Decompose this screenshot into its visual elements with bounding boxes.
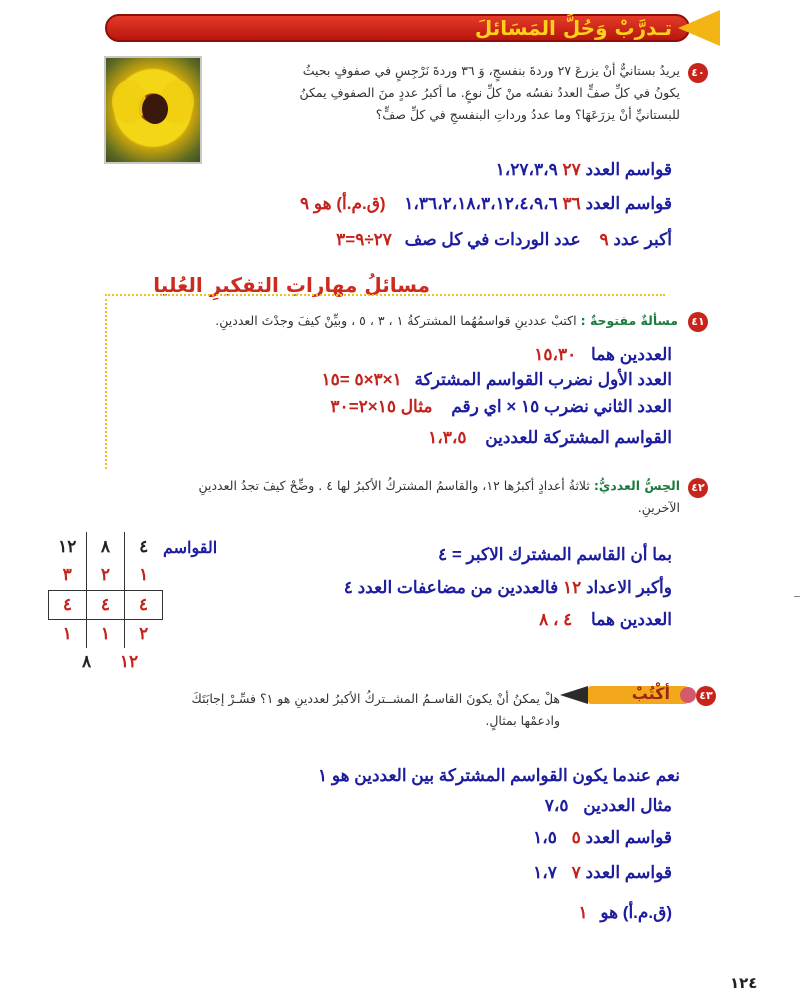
question-42-body-continued: الآخرينِ. — [637, 500, 680, 515]
answer-label: قواسم العدد — [585, 160, 672, 179]
answer-values: ١،٥ — [533, 828, 557, 847]
table-row — [49, 561, 163, 590]
table-footer — [58, 652, 138, 672]
answer-label: مثال العددين — [583, 796, 672, 815]
write-pencil-badge — [560, 684, 688, 706]
answer-41-line-3 — [330, 397, 672, 417]
answer-number: ٧ — [571, 863, 581, 882]
answer-value: ١ — [578, 903, 588, 922]
answer-values: ١،٣،٥ — [428, 428, 467, 447]
table-footer-value: ١٢ — [119, 652, 139, 671]
answer-expression: ١×٣×٥ =١٥ — [321, 370, 402, 389]
answer-label: وأكبر الاعداد — [585, 578, 672, 597]
answer-values: ١٥،٣٠ — [534, 345, 577, 364]
section-ribbon — [105, 10, 720, 46]
question-42-text — [120, 475, 680, 519]
table-cell: ٢ — [139, 623, 149, 643]
ribbon-arrow-icon — [678, 10, 720, 46]
question-41-body: اكتبْ عددينِ قواسمُهُما المشتركةُ ١ ، ٣ ، ٥ ، وبيِّنْ كيفَ وجدْتَ العددينِ. — [215, 313, 577, 328]
answer-42-line-1 — [438, 545, 672, 565]
write-badge-label: أكْتُبْ — [631, 684, 670, 703]
table-cell: ١ — [139, 565, 149, 585]
question-number-43: ٤٣ — [696, 686, 716, 706]
answer-values: ١،٢٧،٣،٩ — [495, 160, 558, 179]
answer-number: ٥ — [571, 828, 581, 847]
answer-41-line-4 — [428, 428, 672, 448]
table-footer-value: ٨ — [82, 652, 92, 671]
table-row — [49, 619, 163, 648]
answer-middle: عدد الوردات في كل صف — [404, 230, 581, 249]
answer-number: ٣٦ — [562, 194, 581, 213]
answer-43-line-1: نعم عندما يكون القواسم المشتركة بين العددين هو ١ — [317, 766, 680, 785]
answer-values: ١،٧ — [533, 863, 557, 882]
question-number-41: ٤١ — [688, 312, 708, 332]
answer-label: العددين هما — [591, 345, 672, 364]
pansy-flower-image — [104, 56, 202, 164]
answer-label: القواسم المشتركة للعددين — [485, 428, 672, 447]
answer-42-line-3 — [539, 610, 672, 630]
pencil-eraser-icon — [680, 687, 696, 703]
question-40-line: يكونُ في كلِّ صفٍّ العددُ نفسُه منْ كلِّ نوعٍ. ما أكبرُ عددٍ منَ الصفوفِ يمكنُ — [299, 85, 680, 100]
answer-values: ١،٣٦،٢،١٨،٣،١٢،٤،٩،٦ — [404, 194, 558, 213]
answer-values: ٤ ، ٨ — [539, 610, 573, 629]
division-table — [48, 532, 163, 648]
table-cell: ١٢ — [49, 532, 87, 561]
answer-values: ٧،٥ — [544, 796, 569, 815]
question-43-text — [140, 688, 560, 732]
answer-43-line-2 — [545, 796, 672, 816]
table-cell: ١ — [87, 619, 125, 648]
question-41-text — [118, 310, 678, 332]
table-cell: ١ — [49, 619, 87, 648]
question-number-42: ٤٢ — [688, 478, 708, 498]
table-cell: ٤ — [139, 536, 149, 556]
answer-label: العدد الثاني نضرب ١٥ × اي رقم — [451, 397, 672, 416]
table-cell: ٢ — [87, 561, 125, 590]
section-title-higher-order: مسائلُ مهاراتِ التفكيرِ العُليا — [153, 273, 430, 297]
question-43-line: وادعمْها بمثالٍ. — [485, 713, 560, 728]
question-42-body: ثلاثةُ أعدادٍ أكبرُها ١٢، والقاسمُ المشتركُ الأكبرُ لها ٤ . وضِّحْ كيفَ تجدُ العددينِ — [198, 478, 590, 493]
divisors-header-label: القواسم — [163, 540, 218, 557]
answer-43-line-3 — [533, 828, 672, 848]
question-42-label: الحِسُّ العدديُّ: — [593, 478, 680, 493]
answer-40-line-1 — [496, 160, 672, 180]
answer-expression: ٢٧÷٩=٣ — [336, 230, 392, 249]
answer-40-line-3 — [336, 230, 672, 250]
answer-number: ٢٧ — [562, 160, 581, 179]
ribbon-title: تـدرَّبْ وَحُلَّ المَسَائلَ — [474, 16, 672, 40]
pencil-tip-icon — [560, 686, 588, 704]
table-cell: ٤ — [125, 590, 163, 619]
answer-43-line-4 — [533, 863, 672, 883]
answer-43-line-5 — [578, 903, 672, 923]
answer-label: بما أن القاسم المشترك الاكبر = ٤ — [437, 545, 672, 564]
margin-mark — [794, 596, 800, 597]
table-cell: ٤ — [49, 590, 87, 619]
question-43-line: هلْ يمكنُ أنْ يكونَ القاسـمُ المشــتركُ الأكبرُ لعددينِ هو ١؟ فسِّـرْ إجابَتَكَ — [191, 691, 560, 706]
answer-40-line-2 — [300, 194, 672, 214]
page-number: ١٢٤ — [730, 974, 758, 992]
table-cell: ٨ — [87, 532, 125, 561]
answer-rest: فالعددين من مضاعفات العدد ٤ — [343, 578, 559, 597]
answer-expression: مثال ١٥×٢=٣٠ — [330, 397, 433, 416]
table-row — [49, 590, 163, 619]
answer-label: قواسم العدد — [585, 863, 672, 882]
flower-center — [142, 94, 168, 124]
answer-41-line-2 — [322, 370, 672, 390]
answer-41-line-1 — [534, 345, 672, 365]
answer-42-line-2 — [344, 578, 672, 598]
question-41-label: مسألةٌ مفتوحةٌ : — [580, 313, 678, 328]
table-row — [49, 532, 163, 561]
answer-label: العدد الأول نضرب القواسم المشتركة — [414, 370, 672, 389]
answer-label: (ق.م.أ) هو — [600, 903, 672, 922]
answer-label: أكبر عدد — [613, 230, 672, 249]
answer-label: قواسم العدد — [585, 828, 672, 847]
question-40-line: يريدُ بستانيٌّ أنْ يزرعَ ٢٧ وردةَ بنفسجٍ، وَ ٣٦ وردةَ نَرْجِسٍ في صفوفٍ بحيثُ — [302, 63, 680, 78]
question-40-text — [210, 60, 680, 126]
table-cell: ٣ — [49, 561, 87, 590]
question-40-line: للبستانيِّ أنْ يزرَعَهَا؟ وما عددُ ورداتِ البنفسجِ في كلِّ صفٍّ؟ — [375, 107, 680, 122]
table-cell: ٤ — [87, 590, 125, 619]
question-number-40: ٤٠ — [688, 63, 708, 83]
answer-gcd: (ق.م.أ) هو ٩ — [300, 194, 386, 213]
answer-label: العددين هما — [591, 610, 672, 629]
answer-number: ١٢ — [562, 578, 582, 597]
answer-number: ٩ — [599, 230, 609, 249]
answer-label: قواسم العدد — [585, 194, 672, 213]
flower-petal — [112, 80, 146, 124]
